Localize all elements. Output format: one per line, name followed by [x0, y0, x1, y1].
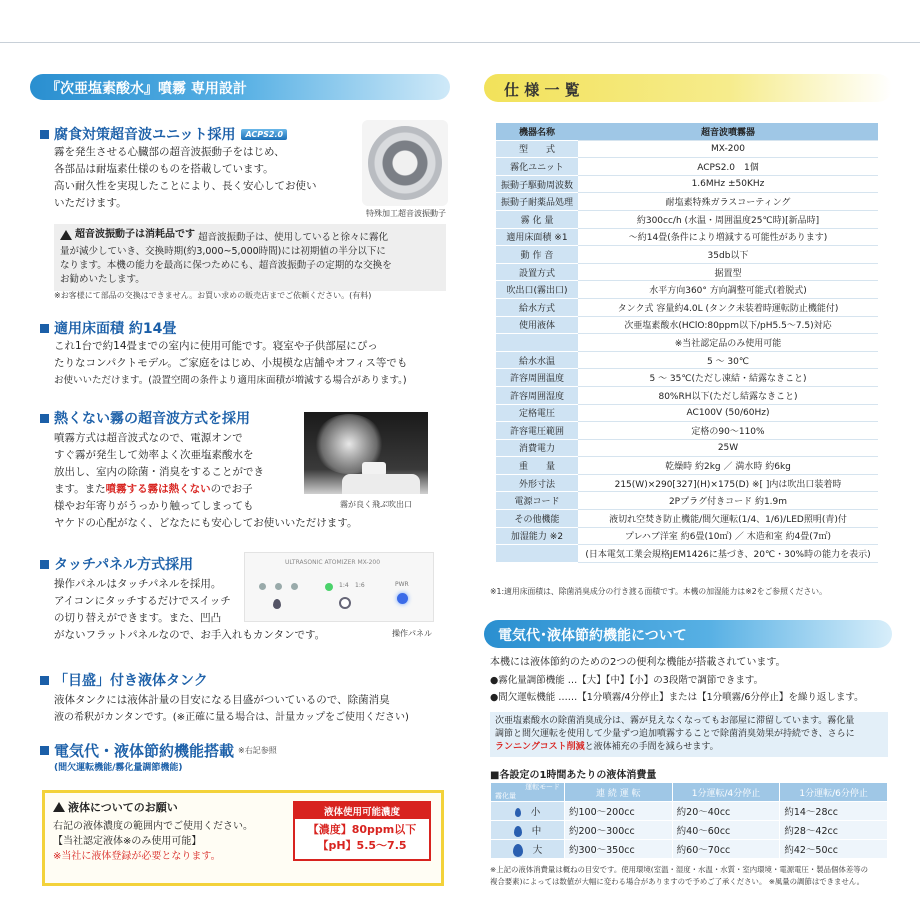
save-explain-box: 次亜塩素酸水の除菌消臭成分は、霧が見えなくなってもお部屋に滞留しています。霧化量 調節と間欠運転を使用して少量ずつ追加噴霧することで除菌消臭効果が持続でき、さらに ランニングコスト削減と液体補充の手間を減らせます。 [490, 712, 888, 757]
consumption-row [491, 802, 888, 821]
panel-power-icon [397, 593, 408, 604]
transducer-caption: 特殊加工超音波振動子 [366, 209, 446, 218]
spec-row [496, 457, 878, 475]
left-banner: 『次亜塩素酸水』噴霧 専用設計 [30, 74, 450, 100]
spec-row [496, 175, 878, 193]
bullet-square-icon [40, 746, 49, 755]
spec-value: AC100V (50/60Hz) [578, 404, 878, 422]
spec-value: 5 ～ 35℃(ただし凍結・結露なきこと) [578, 369, 878, 387]
consumption-value: 約200～300cc [565, 821, 673, 840]
sec3-title: 熱くない霧の超音波方式を採用 [40, 408, 250, 428]
spec-row [496, 140, 878, 158]
consumption-header-cell: 連 続 運 転 [565, 783, 673, 802]
consumption-title: ■各設定の1時間あたりの液体消費量 [490, 770, 657, 781]
spec-value: 215(W)×290[327](H)×175(D) ※[ ]内は吹出口装着時 [578, 474, 878, 492]
spec-value: (日本電気工業会規格JEM1426に基づき、20℃・30%時の能力を表示) [578, 545, 878, 563]
bullet-square-icon [40, 676, 49, 685]
bullet-square-icon [40, 324, 49, 333]
consumption-row [491, 821, 888, 840]
panel-power-label: PWR [395, 581, 409, 588]
consumable-warning: 超音波振動子は消耗品です 超音波振動子は、使用していると徐々に霧化 量が減少していき、交換時期(約3,000~5,000時間)には初期値の半分以下に なります。本機の能力を最高に保つためにも、超音波振動子の定期的な交換を お勧めいたします。 [54, 224, 446, 291]
spec-key: 加湿能力 ※2 [496, 527, 578, 545]
bullet-square-icon [40, 130, 49, 139]
notice-title: 液体についてのお願い [53, 799, 178, 815]
spec-key: 許容電圧範囲 [496, 422, 578, 440]
sec6-title: 電気代・液体節約機能搭載 ※右記参照 [40, 740, 277, 761]
transducer-ring-icon [368, 126, 442, 200]
spec-note: ※1:適用床面積は、除菌消臭成分の行き渡る面積です。本機の加湿能力は※2をご参照ください。 [490, 587, 827, 596]
acps-badge: ACPS2.0 [241, 129, 287, 140]
spec-row [496, 527, 878, 545]
consumption-header-cell: 1分運転/6分停止 [780, 783, 888, 802]
transducer-photo [362, 120, 448, 206]
sec1-body: 霧を発生させる心臓部の超音波振動子をはじめ、 各部品は耐塩素仕様のものを搭載しています。 高い耐久性を実現したことにより、長く安心してお使い いただけます。 [54, 146, 317, 209]
panel-timer3-icon [291, 583, 298, 590]
spec-key: 外形寸法 [496, 474, 578, 492]
spec-row [496, 422, 878, 440]
spec-banner: 仕 様 一 覧 [484, 74, 892, 102]
spec-row [496, 386, 878, 404]
spec-row [496, 246, 878, 264]
spec-table [496, 122, 878, 563]
panel-mode-button-icon [339, 597, 351, 609]
unit-body-icon [342, 474, 420, 494]
droplet-icon [514, 826, 522, 837]
spec-value: 1.6MHz ±50KHz [578, 175, 878, 193]
spec-key: 吹出口(霧出口) [496, 281, 578, 299]
spec-row [496, 298, 878, 316]
spec-value: 約300cc/h (水温・周囲温度25℃時)[新品時] [578, 210, 878, 228]
spec-key: 霧 化 量 [496, 210, 578, 228]
spec-row [496, 474, 878, 492]
warning-tag: 超音波振動子は消耗品です [60, 228, 195, 242]
spec-value: プレハブ洋室 約6畳(10㎡) ／ 木造和室 約4畳(7㎡) [578, 527, 878, 545]
spec-value: 35db以下 [578, 246, 878, 264]
consumption-row [491, 840, 888, 859]
panel-timer2-icon [275, 583, 282, 590]
panel-mode-2: 1:6 [355, 582, 365, 589]
spec-key [496, 334, 578, 352]
spec-value: 80%RH以下(ただし結露なきこと) [578, 386, 878, 404]
consumption-note-2: 複合要素)によっては数値が大幅に変わる場合がありますので予めご了承ください。 ※風量の調節はできません。 [490, 877, 865, 886]
spec-value: 5 ～ 30℃ [578, 351, 878, 369]
spec-value: 液切れ空焚き防止機能/間欠運転(1/4、1/6)/LED照明(青)付 [578, 510, 878, 528]
spec-value: 耐塩素特殊ガラスコーティング [578, 193, 878, 211]
droplet-icon [515, 808, 521, 817]
mode-cell: 小 [491, 802, 565, 821]
spec-key: 振動子耐薬品処理 [496, 193, 578, 211]
spec-key: 機器名称 [496, 123, 578, 141]
spec-key: 霧化ユニット [496, 158, 578, 176]
spec-value: MX-200 [578, 140, 878, 158]
mode-cell: 中 [491, 821, 565, 840]
spec-value: ACPS2.0 1個 [578, 158, 878, 176]
spec-key: 適用床面積 ※1 [496, 228, 578, 246]
spec-row [496, 510, 878, 528]
warning-icon [53, 802, 65, 812]
spec-row [496, 334, 878, 352]
spec-key: 動 作 音 [496, 246, 578, 264]
spec-row [496, 263, 878, 281]
spec-key: 許容周囲湿度 [496, 386, 578, 404]
spec-key: 設置方式 [496, 263, 578, 281]
concentration-box: 液体使用可能濃度 【濃度】80ppm以下 【pH】5.5～7.5 [293, 801, 431, 861]
right-column [484, 74, 892, 886]
spec-value: 超音波噴霧器 [578, 123, 878, 141]
spec-row [496, 210, 878, 228]
spec-value: 2Pプラグ付きコード 約1.9m [578, 492, 878, 510]
spec-row [496, 316, 878, 334]
bullet-square-icon [40, 560, 49, 569]
save-intro: 本機には液体節約のための2つの便利な機能が搭載されています。 [490, 657, 786, 668]
sec4-title: タッチパネル方式採用 [40, 554, 193, 574]
spec-value: 25W [578, 439, 878, 457]
consumption-value: 約300～350cc [565, 840, 673, 859]
spec-row [496, 492, 878, 510]
panel-led-green-icon [325, 583, 333, 591]
mode-cell: 大 [491, 840, 565, 859]
spec-row [496, 351, 878, 369]
panel-droplet-icon [273, 599, 281, 609]
consumption-note-1: ※上記の液体消費量は概ねの目安です。使用環境(室温・湿度・水温・水質・室内環境・電源電圧・製品個体差等の [490, 865, 869, 874]
warning-icon [60, 230, 72, 240]
spec-row [496, 404, 878, 422]
spec-key: 重 量 [496, 457, 578, 475]
spec-row [496, 123, 878, 141]
consumption-value: 約20～40cc [672, 802, 780, 821]
spec-value: ～約14畳(条件により増減する可能性があります) [578, 228, 878, 246]
spec-key: 電源コード [496, 492, 578, 510]
droplet-icon [513, 844, 523, 857]
spec-key: 振動子駆動周波数 [496, 175, 578, 193]
top-divider [0, 42, 920, 43]
panel-model-label: ULTRASONIC ATOMIZER MX-200 [285, 559, 381, 566]
spec-key: 定格電圧 [496, 404, 578, 422]
spec-key [496, 545, 578, 563]
mode-header: 運転モード 霧化量 [491, 783, 565, 802]
sec6-sub: (間欠運転機能/霧化量調節機能) [54, 763, 183, 773]
consumption-table [490, 782, 888, 859]
consumption-header-cell: 1分運転/4分停止 [672, 783, 780, 802]
spec-key: 型 式 [496, 140, 578, 158]
spec-row [496, 228, 878, 246]
spec-value: 次亜塩素酸水(HClO:80ppm以下/pH5.5～7.5)対応 [578, 316, 878, 334]
spec-value: 据置型 [578, 263, 878, 281]
panel-caption: 操作パネル [392, 629, 432, 638]
spec-value: タンク式 容量約4.0L (タンク未装着時運転防止機能付) [578, 298, 878, 316]
left-column [30, 74, 450, 862]
mist-photo [304, 412, 428, 494]
spec-key: その他機能 [496, 510, 578, 528]
panel-mode-1: 1:4 [339, 582, 349, 589]
save-banner: 電気代･液体節約機能について [484, 620, 892, 648]
consumption-value: 約100～200cc [565, 802, 673, 821]
consumption-value: 約14～28cc [780, 802, 888, 821]
spec-key: 給水方式 [496, 298, 578, 316]
sec2-body: これ1台で約14畳までの室内に使用可能です。寝室や子供部屋にぴっ たりなコンパクトモデル。ご家庭をはじめ、小規模な店舗やオフィス等でも お使いいただけます。(設置空間の条件より適用床面積が増減する場合があります。) [54, 340, 408, 386]
spec-key: 許容周囲温度 [496, 369, 578, 387]
sec5-body: 液体タンクには液体計量の目安になる目盛がついているので、除菌消臭 液の希釈がカンタンです。(※正確に量る場合は、計量カップをご使用ください) [54, 694, 409, 723]
spec-row [496, 193, 878, 211]
save-item-1: ●霧化量調節機能 …【大】【中】【小】の3段階で調節できます。 [490, 675, 764, 686]
sec1-title: 腐食対策超音波ユニット採用 ACPS2.0 [40, 124, 287, 144]
consumption-value: 約28～42cc [780, 821, 888, 840]
spec-key: 給水水温 [496, 351, 578, 369]
mist-caption: 霧が良く飛ぶ吹出口 [340, 500, 412, 509]
touch-panel-photo [244, 552, 434, 622]
spec-row [496, 369, 878, 387]
liquid-notice-box [42, 790, 444, 886]
consumption-value: 約42～50cc [780, 840, 888, 859]
spec-row [496, 281, 878, 299]
spec-row [496, 158, 878, 176]
spec-value: 水平方向360° 方向調整可能式(着脱式) [578, 281, 878, 299]
notice-body: 右記の液体濃度の範囲内でご使用ください。 【当社認定液体※のみ使用可能】 ※当社に液体登録が必要となります。 [53, 821, 253, 862]
spec-row [496, 545, 878, 563]
bullet-square-icon [40, 414, 49, 423]
spec-value: 乾燥時 約2kg ／ 満水時 約6kg [578, 457, 878, 475]
sec2-title: 適用床面積 約14畳 [40, 318, 176, 338]
spec-key: 消費電力 [496, 439, 578, 457]
sec1-note: ※お客様にて部品の交換はできません。お買い求めの販売店までご依頼ください。(有料) [54, 291, 372, 300]
save-item-2: ●間欠運転機能 ……【1分噴霧/4分停止】または【1分噴霧/6分停止】を繰り返します。 [490, 692, 864, 703]
sec5-title: 「目盛」付き液体タンク [40, 670, 208, 690]
panel-timer-icon [259, 583, 266, 590]
consumption-value: 約40～60cc [672, 821, 780, 840]
sec3-body: 噴霧方式は超音波式なので、電源オンで すぐ霧が発生して効率よく次亜塩素酸水を 放出し、室内の除菌・消臭をすることができ ます。また噴霧する霧は熱くないのでお子 様やお年寄りがうっかり触ってしまっても ヤケドの心配がなく、どなたにも安心してお使いいただけます。 [54, 432, 358, 529]
spec-value: 定格の90～110% [578, 422, 878, 440]
consumption-value: 約60～70cc [672, 840, 780, 859]
spec-row [496, 439, 878, 457]
consumption-header-row [491, 783, 888, 802]
spec-key: 使用液体 [496, 316, 578, 334]
spec-value: ※当社認定品のみ使用可能 [578, 334, 878, 352]
sec4-body: 操作パネルはタッチパネルを採用。 アイコンにタッチするだけでスイッチ の切り替えができます。また、凹凸 がないフラットパネルなので、お手入れもカンタンです。 [54, 578, 326, 641]
